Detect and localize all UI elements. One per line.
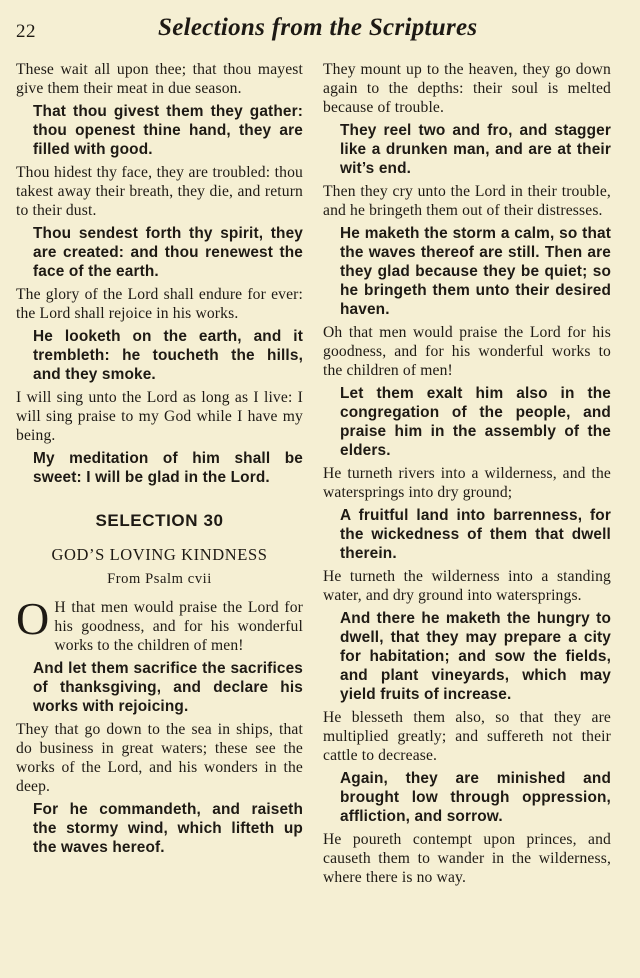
minister-verse: Thou hidest thy face, they are troubled: thou takest away their breath, they die, and return to their dust. <box>16 164 303 219</box>
people-response: And there he maketh the hungry to dwell, that they may prepare a city for habitation; and sow the fields, and plant vineyards, which may yield fruits of increase. <box>340 610 611 703</box>
people-response: Let them exalt him also in the congregation of the people, and praise him in the assembly of the elders. <box>340 385 611 459</box>
right-column <box>323 60 611 891</box>
minister-verse: They mount up to the heaven, they go down again to the depths: their soul is melted because of trouble. <box>323 61 611 116</box>
minister-verse: He turneth the wilderness into a standing water, and dry ground into watersprings. <box>323 568 611 604</box>
selection-source: From Psalm cvii <box>107 571 212 587</box>
minister-verse: I will sing unto the Lord as long as I live: I will sing praise to my God while I have my being. <box>16 389 303 444</box>
minister-verse: These wait all upon thee; that thou mayest give them their meat in due season. <box>16 61 303 97</box>
people-response: Thou sendest forth thy spirit, they are created: and thou renewest the face of the earth. <box>33 225 303 280</box>
opening-verse <box>16 593 303 655</box>
minister-verse: They that go down to the sea in ships, that do business in great waters; these see the works of the Lord, and his wonders in the deep. <box>16 721 303 795</box>
drop-cap: O <box>16 593 50 644</box>
minister-verse: He turneth rivers into a wilderness, and the watersprings into dry ground; <box>323 465 611 501</box>
selection-heading: SELECTION 30 <box>95 511 224 530</box>
people-response: And let them sacrifice the sacrifices of thanksgiving, and declare his works with rejoicing. <box>33 660 303 715</box>
minister-verse: The glory of the Lord shall endure for ever: the Lord shall rejoice in his works. <box>16 286 303 322</box>
people-response: For he commandeth, and raiseth the stormy wind, which lifteth up the waves hereof. <box>33 801 303 856</box>
people-response: That thou givest them they gather: thou openest thine hand, they are filled with good. <box>33 103 303 158</box>
people-response: He maketh the storm a calm, so that the waves thereof are still. Then are they glad because they be quiet; so he bringeth them unto their desired haven. <box>340 225 611 318</box>
people-response: He looketh on the earth, and it trembleth: he toucheth the hills, and they smoke. <box>33 328 303 383</box>
people-response: A fruitful land into barrenness, for the wickedness of them that dwell therein. <box>340 507 611 562</box>
minister-verse: Then they cry unto the Lord in their trouble, and he bringeth them out of their distresses. <box>323 183 611 219</box>
people-response: My meditation of him shall be sweet: I will be glad in the Lord. <box>33 450 303 486</box>
minister-verse: Oh that men would praise the Lord for his goodness, and for his wonderful works to the children of men! <box>323 324 611 379</box>
left-column <box>16 60 303 861</box>
minister-verse: He blesseth them also, so that they are multiplied greatly; and suffereth not their cattle to decrease. <box>323 709 611 764</box>
running-title: Selections from the Scriptures <box>158 14 478 41</box>
people-response: Again, they are minished and brought low through oppression, affliction, and sorrow. <box>340 770 611 825</box>
people-response: They reel two and fro, and stagger like a drunken man, and are at their wit’s end. <box>340 122 611 177</box>
opening-verse-text: H that men would praise the Lord for his goodness, and for his wonderful works to the children of men! <box>54 599 303 654</box>
minister-verse: He poureth contempt upon princes, and causeth them to wander in the wilderness, where there is no way. <box>323 831 611 886</box>
page-number: 22 <box>16 21 36 42</box>
selection-title: GOD’S LOVING KINDNESS <box>51 545 268 564</box>
